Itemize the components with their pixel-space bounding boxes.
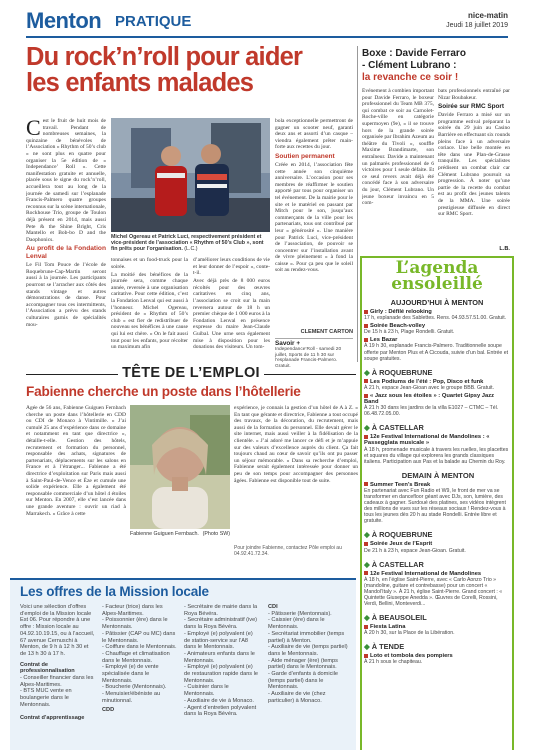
lead-headline-line1: Du rock’n’roll pour aider — [26, 43, 303, 71]
location-pin-icon: ◆ — [364, 642, 370, 652]
lead-col2-paragraph-2: La moitié des bénéfices de la journée sera, comme chaque année, reversée à une organisation caritative. Pour cette édition, c’est la Fondation Lenval qui est aussi à l’honneur. Michel Ogereau, président de « Rhythm of 50’s club » est fier de redistribuer de nouveau ses bénéfices à une cause qui lui est chère. « On le fait aussi tout pour les enfants, pour récolter un maximum afin — [111, 271, 188, 351]
lead-column-1 — [26, 118, 106, 360]
agenda-event-title: Les Podiums de l’été : Pop, Disco et funk — [370, 378, 484, 385]
bullet-square-icon — [364, 394, 368, 398]
emploi-photo-credit: (Photo SW) — [202, 531, 230, 537]
agenda-title — [362, 258, 512, 292]
section-header — [26, 6, 508, 40]
lead-headline — [26, 44, 351, 96]
agenda-event-text: À 21 h, espace Jean-Gioan avec le groupe BBB. Gratuit. — [364, 384, 495, 391]
agenda-event-title: Soirée Beach-volley — [370, 323, 426, 330]
emploi-photo-caption: Fabienne Guiguen Fernbach. (Photo SW) — [130, 531, 230, 537]
bullet-square-icon — [364, 542, 368, 546]
agenda-event — [362, 571, 512, 608]
agenda-town-heading — [362, 423, 512, 432]
agenda-event — [362, 482, 512, 525]
agenda-event-text: À 21 h 30 dans les jardins de la villa E1027 – CTMC – Tél. 06.48.72.05.00. — [364, 405, 499, 418]
lead-col1-paragraph: Cest le fruit de huit mois de travail. Pendant de nombreuses semaines, la quinzaine de bénévoles de l’Association « Rhythm of 50’s club » ne sont plus en quatre pour organiser la 5e édition de « Independance’ Roll ». Cette manifestation gratuite et annuelle, placée sous le signe du rock’n’roll, accueillera tout au long de la journée de samedi sur l’esplanade Francis-Palmero quatre groupes reconnus sur la scène internationale, Rockhouse Trio, groupe de Toulon déjà présent en 2014, mais aussi Pete & the Shine Bright, Cris Mantello et Bob-bo D and the Daophonics. — [26, 118, 106, 243]
agenda-event-text: À 18 h, en l’église Saint-Pierre, avec « Carlo Aonzo Trio » (mandoline, guitare et contrebasse) pour un concert « Mandol’Italy ». À 21 h, église Saint-Pierre. Grand concert : « Quintette Giuseppe Anedda ». Œuvres de Corelli, Rossini, Verdi, Bellini, Monteverdi... — [364, 576, 503, 608]
savoir-title: Savoir + — [275, 340, 301, 347]
emploi-kicker-rule-right — [264, 374, 356, 375]
lead-author: CLEMENT CARTON — [300, 329, 353, 335]
agenda-event — [362, 323, 512, 335]
mission-column-2 — [102, 604, 178, 750]
boxe-headline — [362, 48, 510, 84]
agenda-event-title: Fiesta Latina — [370, 624, 406, 631]
emploi-column-2 — [234, 405, 358, 545]
bullet-square-icon — [364, 482, 368, 486]
boxe-column-1 — [362, 88, 434, 253]
mission-column-3 — [184, 604, 260, 750]
bullet-square-icon — [364, 654, 368, 658]
agenda-event-title: Summer Teen’s Break — [370, 481, 431, 488]
bullet-square-icon — [364, 379, 368, 383]
agenda-event-title: Loto et tombola des pompiers — [370, 653, 453, 660]
emploi-kicker-rule-left — [26, 374, 118, 375]
mission-box — [10, 578, 356, 750]
agenda-event-title: 12e Festival International de Mandolines : « Passegglata musicale » — [364, 434, 490, 447]
lead-headline-line2: les enfants malades — [26, 69, 254, 97]
lead-photo — [111, 118, 270, 232]
savoir-box — [275, 338, 353, 369]
boxe-author: L.B. — [499, 246, 510, 252]
lead-photo-image — [111, 118, 270, 232]
mission-list-cdi: - Pâtisserie (Mentonnais). - Caissier (ère) dans le Mentonnais. - Secrétariat immobilier (temps partiel) à Menton. - Auxiliaire de vie (temps partiel) dans le Mentonnais. - Aide ménager (ère) (temps partiel) dans le Mentonnais. - Garde d’enfants à domicile (temps partiel) dans le Mentonnais. - Auxiliaire de vie (chez particulier) à Monaco. — [268, 610, 348, 704]
agenda-event — [362, 379, 512, 391]
lead-col4-paragraph-2: Créée en 2014, l’association fête cette année son cinquième anniversaire. L’occasion pour ses membres de réaffirmer le soutien apporté par tous pour organiser un tel événement. De la mairie pour le site et le matériel en passant par Mitch pour le son, jusqu’aux commerçants de la ville pour les partenariats, tous ont contribué par leur « générosité ». Une manière pour Patrick Luci, vice-président de l’association, de pouvoir se concentrer sur l’installation avant de vivre pleinement « à fond la caisse ». Pour ça peu que le soleil soit au rendez-vous. — [275, 161, 353, 274]
section-title: Menton — [26, 8, 102, 33]
agenda-town-name: À ROQUEBRUNE — [371, 367, 433, 377]
agenda-town-name: À TENDE — [371, 642, 405, 652]
agenda-title-line2: ensoleillé — [391, 274, 483, 294]
location-pin-icon: ◆ — [364, 559, 370, 569]
agenda-event-title: « Jazz sous les étoiles » : Quartet Gipsy Jazz Band — [364, 392, 495, 406]
mission-intro: Voici une sélection d’offres d’emploi de la Mission locale Est 06. Pour répondre à une offre : Mission locale au 04.92.10.19.15, ou à l’accueil, 67 avenue Cernuschi à Menton, de 9 h à 12 h 30 et de 13 h 30 à 17 h. — [20, 604, 95, 657]
agenda-event-title: Girly : Défilé relooking — [370, 309, 432, 315]
boxe-col1-paragraph: Événement à combien important pour Davide Ferraro, le boxeur professionnel du Team MB 375, qui combat ce soir au Carnolet-Roche-ville en catégorie supermoyen (9e), « il se trouve hors de la grande soirée organisée par Ibrahim Azeum au théâtre du Tivoli », souffle Maxime Brandimarte, son entraîneur. Davide a maintenant un palmarès professionnel de 6 victoires pour 1 seule défaite. Et ce seul revers avait déjà été concédé face à son adversaire du jour, Clément Lubrano. Un jeune boxeur invaincu en 5 com- — [362, 88, 434, 207]
emploi-col1-paragraph: Âgée de 56 ans, Fabienne Guiguen Fernbach cherche un poste dans l’hôtellerie en CDD ou CDI de Monaco à Vintimille. « J’ai cumulé 25 ans d’expérience dans ce domaine et notamment en tant que directrice », détaille-t-elle. Gestion des hôtels, recrutement et formation du personnel, responsable des achats, signatures de partenariats, déplacements sur les salons en France et à l’étranger... Fabienne a été directrice d’exploitation sur Paris mais aussi à Saint-Paul-de-Vence et Èze et cumule une solide expérience. Elle a également été responsable commerciale d’un hôtel 4 étoiles sur Menton. En 2007, elle s’est lancée dans une grande aventure : ouvrir un riad à Marrakech. « Grâce à cette — [26, 405, 126, 517]
agenda-title-line1: L’agenda — [395, 258, 479, 278]
savoir-text: Independance’Roll - samedi 20 juillet, Sports de 11 h 30 sur l’esplanade Francis-Palmero. Gratuit. — [275, 347, 342, 369]
emploi-contact: Pour joindre Fabienne, contactez Pôle emploi au 04.92.41.72.34. — [234, 545, 342, 557]
location-pin-icon: ◆ — [364, 367, 370, 377]
lead-col3-paragraph: d’améliorer leurs conditions de vie et leur donner de l’espoir », conte-t-il. — [193, 257, 270, 277]
agenda-list — [362, 309, 512, 666]
agenda-event-text: En partenariat avec Fun Radio et W9, le front de mer va se transformer en dancefloor géant avec DJs, son, lumière, des cadeaux à gagner. Surdoué des platines, ses vidéos intègrent des millions de vues sur les réseaux sociaux ! Rendez-vous à tous les jeunes dès 20 h au stade Rondelli. Entrée libre et gratuite. — [364, 487, 506, 525]
boxe-headline-line1: Boxe : Davide Ferraro — [362, 48, 466, 59]
boxe-col2-paragraph: bats professionnels entraîné par Nizar Boubakeur. — [438, 88, 510, 101]
emploi-section — [26, 365, 356, 605]
agenda-event — [362, 653, 512, 665]
agenda-event — [362, 337, 512, 361]
bullet-square-icon — [364, 571, 368, 575]
boxe-column-2 — [438, 88, 510, 246]
lead-col1-paragraph-2: Le Fil Tom Pouce de l’école de Roquebrune-Cap-Martin seront aussi à la journée. Les participants pourront se l’arracher aux côtés des stands vintage et autres démonstrations de danse. Pour accompagner tous ces intermittents, l’Association a prévu des stands culturaires garnis de spécialités mou- — [26, 262, 106, 328]
mission-title: Les offres de la Mission locale — [20, 584, 209, 599]
location-pin-icon: ◆ — [364, 530, 370, 540]
bullet-square-icon — [364, 324, 368, 328]
agenda-box — [360, 256, 514, 750]
mission-column-4 — [268, 604, 350, 750]
agenda-event-text: De 21 h à 23 h, espace Jean-Gioan. Gratuit. — [364, 547, 466, 554]
agenda-town-name: À ROQUEBRUNE — [371, 530, 433, 540]
mission-subhead-cdi: CDI — [268, 604, 278, 610]
boxe-col2-subhead: Soirée sur RMC Sport — [438, 103, 505, 111]
mission-subhead-pro: Contrat de professionnalisation — [20, 661, 75, 675]
agenda-event — [362, 624, 512, 636]
emploi-col2-paragraph: expérience, je connais la gestion d’un hôtel de A à Z. » En tant que gérante et directrice, Fabienne a tout occupé des travaux, de la décoration, du recrutement, mais aussi de la formation du personnel. Elle devait gérer le site internet, mais aussi veiller à la fidélisation de la clientèle. « J’ai adoré me lancer ce défi et je m’appuie sur des valeurs d’excellence auprès du client. Ça fait toujours chaud au cœur de savoir qu’ils ont pu passer un séjour mémorable. » Dans sa recherche d’emploi, Fabienne serait également intéressée pour donner un peu de son temps pour accompagner des personnes âgées. Fabienne est disponible tout de suite. — [234, 405, 358, 484]
mission-list-apprentissage: - Facteur (trice) dans les Alpes-Maritimes. - Poissonnier (ère) dans le Mentonnais. - Pâtissier (CAP ou MC) dans le Mentonnais. - Coiffure dans le Mentonnais. - Chauffage et climatisation dans le Mentonnais. - Employé (e) de vente spécialisée dans le Mentonnais. - Boucherie (Mentonnais). - Menuisier/ébéniste au minutionnal. — [102, 604, 177, 704]
emploi-photo — [130, 405, 230, 529]
agenda-event-text: À 21 h sous le chapiteau. — [364, 659, 423, 666]
agenda-event-text: À 19 h 30, esplanade Francis-Palmero. Traditionnelle soupe offerte par Menton Plus et A Cicouda, suivie d’un bal. Entrée et soupe gratuites. — [364, 343, 509, 362]
agenda-town-name: DEMAIN À MENTON — [401, 470, 475, 480]
bullet-square-icon — [364, 435, 368, 439]
agenda-event-title: 12e Festival International de Mandolines — [370, 570, 482, 577]
emploi-column-1 — [26, 405, 126, 559]
lead-col2-paragraph: tonnaises et un food-truck pour la soirée. — [111, 257, 188, 270]
section-subtitle: PRATIQUE — [115, 13, 192, 30]
mission-subhead-apprentissage: Contrat d’apprentissage — [20, 714, 85, 721]
agenda-event-text: De 15 h à 23 h, Plage Rondelli. Gratuit. — [364, 329, 455, 336]
header-rule — [26, 36, 508, 38]
lead-col4-paragraph: bola exceptionnelle permettront de gagner un scooter neuf, garanti deux ans et assorti d’un casque – viendra également prêter main-forte aux recettes du jour. — [275, 118, 353, 151]
agenda-town-heading — [362, 368, 512, 377]
agenda-today: AUJOURD’HUI À MENTON — [390, 298, 484, 307]
agenda-event-text: 17 h, esplanade des Sablettes. Rens. 04.93.57.51.00. Gratuit. — [364, 315, 507, 322]
agenda-town-name: À CASTELLAR — [371, 423, 424, 433]
boxe-divider — [357, 46, 358, 362]
bullet-square-icon — [364, 625, 368, 629]
location-pin-icon: ◆ — [364, 423, 370, 433]
agenda-event-text: À 20 h 30, sur la Place de la Libération. — [364, 630, 455, 637]
agenda-event-text: À 18 h, promenade musicale à travers les ruelles, les placettes et squares du village qui explorera les grands classiques italiens. Participation aux Pas et la balade au Chemin du Roy. — [364, 446, 509, 465]
agenda-town-heading — [362, 560, 512, 569]
mission-subhead-cdd: CDD — [102, 706, 115, 713]
agenda-event — [362, 434, 512, 464]
agenda-event-title: Les Bazar — [370, 337, 398, 344]
boxe-headline-line3: la revanche ce soir ! — [362, 72, 459, 83]
agenda-town-name: À CASTELLAR — [371, 559, 424, 569]
mission-list-pro: - Conseiller financier dans les Alpes-Maritimes. - BTS MUC vente en boulangerie dans le Mentonnais. — [20, 675, 94, 708]
bullet-square-icon — [364, 338, 368, 342]
agenda-town-heading — [362, 471, 512, 480]
boxe-col2-paragraph-2: Davide Ferraro a misé sur un programme estival préparant la soirée du 29 juin au Casino Barrière en effectuant six rounds pleins face à un adversaire coriace. Une belle montée en tête dans une Plan-de-Grasse tranquille. Les spécialistes prédisent un combat clair car Clément Lubrano poursuit sa progression. À noter qu’une partie de la recette du combat est au profit des jeunes talents de la MMA. Une soirée prestigieuse diffusée en direct sur RMC Sport. — [438, 112, 510, 218]
agenda-town-heading — [362, 642, 512, 651]
emploi-kicker: TÊTE DE L’EMPLOI — [122, 365, 260, 381]
agenda-event — [362, 309, 512, 321]
lead-photo-caption: Michel Ogereau et Patrick Luci, respectivement président et vice-président de l’association « Rhythm of 50’s Club », sont fin prêts pour l’organisation. (L.C.) — [111, 234, 264, 253]
lead-col3-paragraph-2: Avec déjà près de 8 000 euros récoltés pour des œuvres caritatives en cinq ans, l’association se croit sur la main reversera autour de 18 h un premier chèque de 1 000 euros à la Fondation Lenval en présence expresse du maire Jean-Claude Guibal. Une urne sera également mise à disposition pour les donations des visiteurs. Un tom- — [193, 278, 270, 351]
paper-date: Jeudi 18 juillet 2019 — [446, 22, 508, 29]
paper-name: nice-matin — [467, 11, 508, 20]
emploi-headline: Fabienne cherche un poste dans l’hôtellerie — [26, 384, 301, 399]
lead-dropcap: C — [26, 118, 41, 140]
agenda-event — [362, 393, 512, 417]
mission-column-1 — [20, 604, 96, 750]
mission-list-cdd: - Secrétaire de mairie dans la Roya Bévéra. - Secrétaire administratif (ive) dans la Roya Bévéra. - Employé (e) polyvalent (e) de station-service sur l’A8 dans le Mentonnais. - Animateurs enfants dans le Mentonnais. - Employé (e) polyvalent (e) de restauration rapide dans le Mentonnais. - Cuisinier dans le Mentonnais. - Auxiliaire de vie à Monaco. - Agent d’entretien polyvalent dans la Roya Bévéra. — [184, 604, 259, 718]
boxe-headline-line2: - Clément Lubrano : — [362, 60, 457, 71]
location-pin-icon: ◆ — [364, 613, 370, 623]
agenda-town-heading — [362, 613, 512, 622]
lead-column-3 — [193, 257, 270, 360]
agenda-event-title: Soirée Jeux de l’Esprit — [370, 541, 433, 548]
lead-photo-credit: (L.C.) — [184, 246, 198, 253]
agenda-town-name: À BEAUSOLEIL — [371, 613, 427, 623]
emploi-photo-image — [130, 405, 230, 529]
lead-col4-subhead: Soutien permanent — [275, 152, 335, 160]
lead-column-2 — [111, 257, 188, 360]
lead-col1-subhead: Au profit de la Fondation Lenval — [26, 245, 106, 261]
lead-column-4 — [275, 118, 353, 328]
bullet-square-icon — [364, 310, 368, 314]
agenda-event — [362, 541, 512, 553]
agenda-town-heading — [362, 530, 512, 539]
